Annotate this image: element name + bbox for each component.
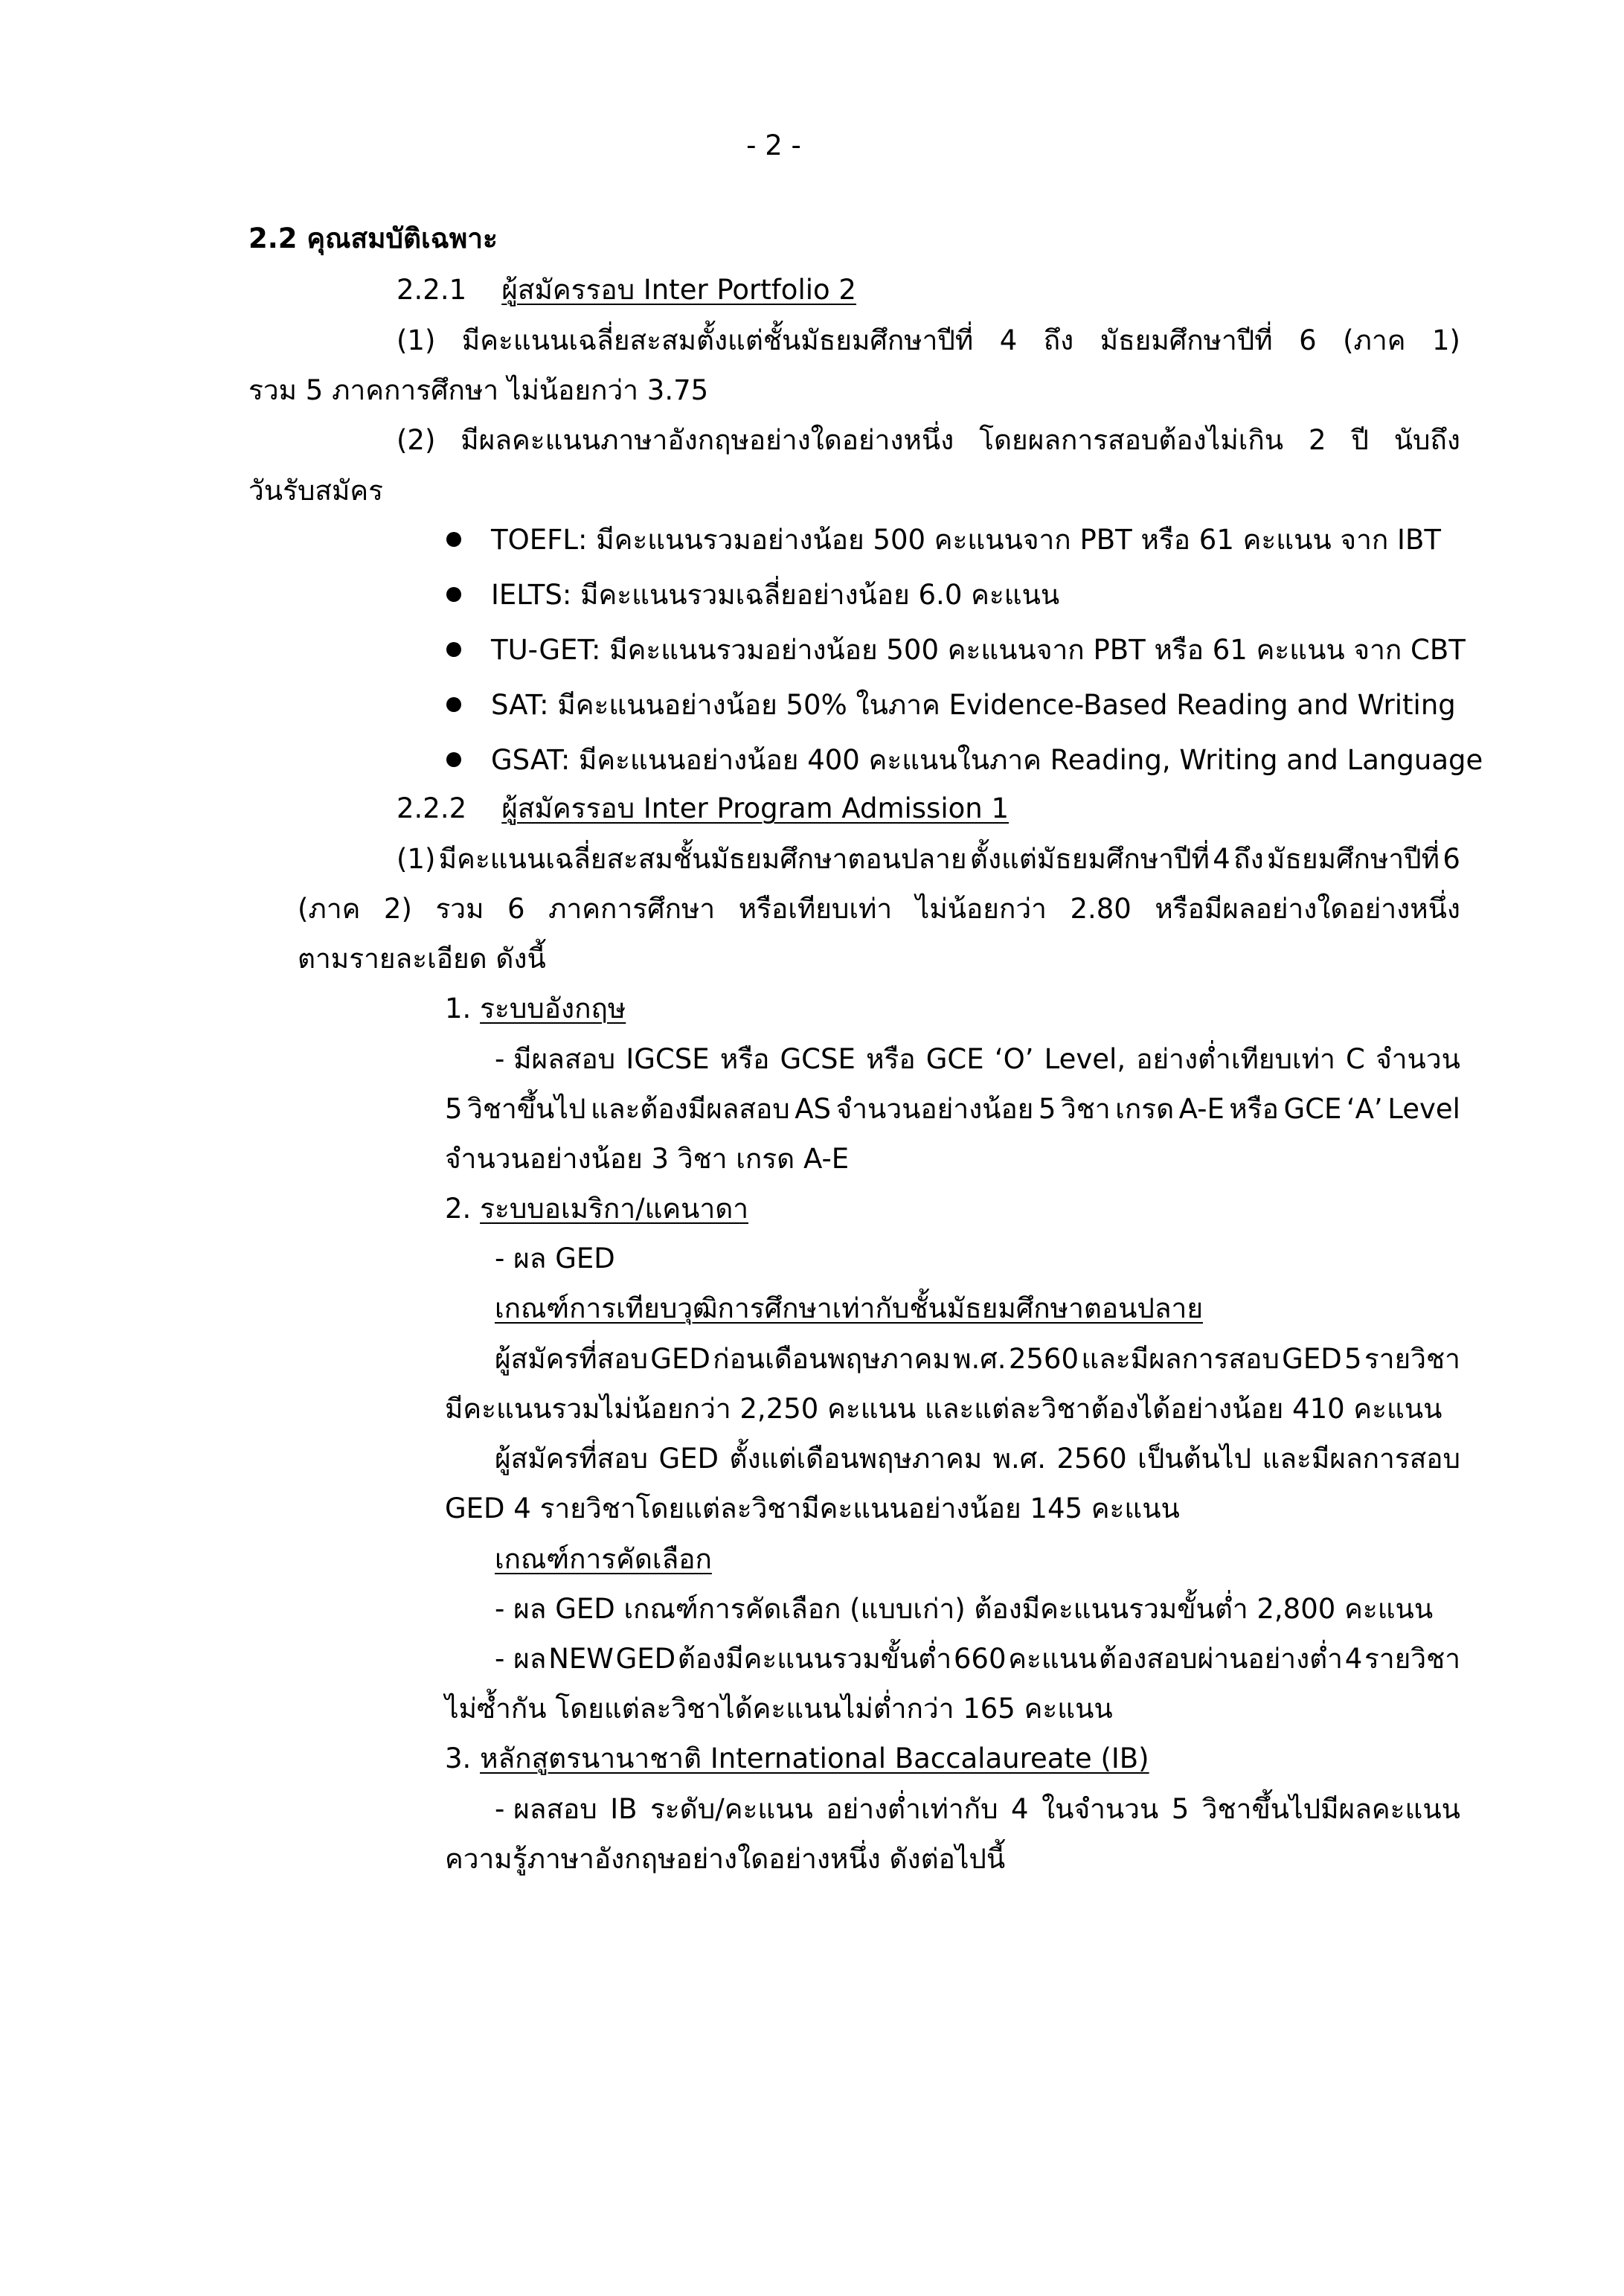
word: 2560	[1056, 1443, 1127, 1475]
new-ged-line2: ไม่ซ้ำกัน โดยแต่ละวิชาได้คะแนนไม่ต่ำกว่า 165 คะแนน	[445, 1693, 1113, 1725]
word: ผู้สมัครที่สอบ	[495, 1443, 648, 1475]
word: มีคะแนนเฉลี่ยสะสมชั้นมัธยมศึกษาตอนปลาย	[438, 843, 967, 875]
word: รายวิชา	[1364, 1643, 1460, 1675]
subsection-title: ผู้สมัครรอบ Inter Program Admission 1	[501, 792, 1009, 824]
test-sat: SAT: มีคะแนนอย่างน้อย 50% ในภาค Evidence-Based Reading and Writing	[491, 689, 1456, 721]
word: 4	[1344, 1643, 1363, 1675]
word: 2.80	[1070, 893, 1132, 925]
word: จำนวนอย่างน้อย	[835, 1093, 1034, 1125]
ged-old-selection: - ผล GED เกณฑ์การคัดเลือก (แบบเก่า) ต้องมีคะแนนรวมขั้นต่ำ 2,800 คะแนน	[495, 1593, 1434, 1625]
word: คะแนน	[1008, 1643, 1097, 1675]
s221-item2-line1	[397, 420, 1460, 464]
word: ไม่น้อยกว่า	[915, 893, 1047, 925]
word: Level	[1387, 1093, 1460, 1125]
subsection-title: ผู้สมัครรอบ Inter Portfolio 2	[501, 274, 856, 306]
word: ภาคการศึกษา	[548, 893, 716, 925]
s222-item1-line3: ตามรายละเอียด ดังนี้	[298, 943, 546, 975]
word: (1)	[397, 324, 436, 356]
word: มีคะแนนเฉลี่ยสะสมตั้งแต่ชั้นมัธยมศึกษาปีที่	[461, 324, 974, 356]
word: 5	[1344, 1343, 1362, 1375]
word: มัธยมศึกษาปีที่	[1100, 324, 1273, 356]
list-number: 3.	[445, 1742, 472, 1774]
bullet-icon	[446, 697, 461, 712]
word: วิชาขึ้นไปมีผลคะแนน	[1201, 1793, 1460, 1825]
word: จำนวน	[1376, 1043, 1460, 1075]
british-system-heading	[445, 988, 626, 1033]
word: 6	[1299, 324, 1317, 356]
word: วิชาขึ้นไป	[467, 1093, 586, 1125]
ged-after-line2: GED 4 รายวิชาโดยแต่ละวิชามีคะแนนอย่างน้อย 145 คะแนน	[445, 1492, 1180, 1524]
word: หรือเทียบเท่า	[738, 893, 893, 925]
bullet-icon	[446, 587, 461, 602]
bullet-icon	[446, 532, 461, 547]
word: ‘A’	[1346, 1093, 1383, 1125]
word: 5	[1171, 1793, 1190, 1825]
word: 5	[445, 1093, 463, 1125]
american-system-title: ระบบอเมริกา/แคนาดา	[480, 1193, 749, 1225]
word: A-E	[1178, 1093, 1225, 1125]
american-system-heading	[445, 1188, 748, 1233]
ib-line2: ความรู้ภาษาอังกฤษอย่างใดอย่างหนึ่ง ดังต่อไปนี้	[445, 1843, 1006, 1875]
word: อย่างต่ำเทียบเท่า	[1136, 1043, 1335, 1075]
selection-criteria-title: เกณฑ์การคัดเลือก	[495, 1543, 712, 1575]
word: IGCSE	[626, 1043, 710, 1075]
ged-before-line1	[495, 1338, 1460, 1383]
word: (ภาค	[1343, 324, 1406, 356]
word: GED	[1282, 1343, 1342, 1375]
word: GED	[650, 1343, 710, 1375]
word: GCE	[1283, 1093, 1342, 1125]
word: 660	[953, 1643, 1007, 1675]
word: 2560	[1008, 1343, 1079, 1375]
word: ผู้สมัครที่สอบ	[495, 1343, 648, 1375]
bullet-icon	[446, 642, 461, 657]
word: เกรด	[1115, 1093, 1175, 1125]
word: และต้องมีผลสอบ	[590, 1093, 790, 1125]
list-number: 2.	[445, 1193, 472, 1225]
subsection-number: 2.2.2	[397, 792, 467, 824]
subsection-2-2-1-heading	[397, 269, 856, 314]
word: - ผล	[495, 1643, 547, 1675]
word: โดยผลการสอบต้องไม่เกิน	[979, 424, 1284, 456]
word: และมีผลการสอบ	[1262, 1443, 1460, 1475]
s221-item1-line2: รวม 5 ภาคการศึกษา ไม่น้อยกว่า 3.75	[248, 374, 709, 406]
word: ก่อนเดือนพฤษภาคม	[713, 1343, 951, 1375]
s222-item1-line2	[298, 888, 1460, 933]
word: 4	[1213, 843, 1230, 875]
word: รายวิชา	[1364, 1343, 1460, 1375]
test-ielts: IELTS: มีคะแนนรวมเฉลี่ยอย่างน้อย 6.0 คะแนน	[491, 579, 1060, 611]
word: 6	[507, 893, 525, 925]
equivalence-criteria-title: เกณฑ์การเทียบวุฒิการศึกษาเท่ากับชั้นมัธยมศึกษาตอนปลาย	[495, 1292, 1204, 1324]
bullet-icon	[446, 752, 461, 767]
word: 6	[1442, 843, 1460, 875]
word: ‘O’	[994, 1043, 1034, 1075]
word: ตั้งแต่มัธยมศึกษาปีที่	[969, 843, 1210, 875]
s222-item1-line1	[397, 838, 1460, 883]
ged-after-line1	[495, 1438, 1460, 1483]
word: อย่างต่ำเท่ากับ	[826, 1793, 998, 1825]
word: และมีผลการสอบ	[1081, 1343, 1280, 1375]
word: ในจำนวน	[1042, 1793, 1159, 1825]
word: ระดับ/คะแนน	[650, 1793, 813, 1825]
s221-item1-line1	[397, 320, 1460, 365]
word: มัธยมศึกษาปีที่	[1267, 843, 1440, 875]
british-line2	[445, 1088, 1460, 1133]
word: หรือ	[866, 1043, 916, 1075]
word: (ภาค	[298, 893, 361, 925]
word: เป็นต้นไป	[1137, 1443, 1252, 1475]
word: IB	[610, 1793, 638, 1825]
word: ปี	[1351, 424, 1369, 456]
word: หรือ	[719, 1043, 770, 1075]
word: AS	[795, 1093, 832, 1125]
s221-item2-line2: วันรับสมัคร	[248, 475, 384, 507]
ged-before-line2: มีคะแนนรวมไม่น้อยกว่า 2,250 คะแนน และแต่ละวิชาต้องได้อย่างน้อย 410 คะแนน	[445, 1393, 1442, 1425]
new-ged-line1	[495, 1638, 1460, 1683]
word: ถึง	[1043, 324, 1074, 356]
word: ถึง	[1233, 843, 1264, 875]
word: - มีผลสอบ	[495, 1043, 616, 1075]
word: 4	[999, 324, 1018, 356]
test-toefl: TOEFL: มีคะแนนรวมอย่างน้อย 500 คะแนนจาก PBT หรือ 61 คะแนน จาก IBT	[491, 524, 1441, 556]
word: (1)	[397, 843, 436, 875]
british-line1	[495, 1039, 1460, 1083]
word: GCSE	[780, 1043, 856, 1075]
word: 4	[1011, 1793, 1029, 1825]
word: - ผลสอบ	[495, 1793, 597, 1825]
word: 1)	[1431, 324, 1460, 356]
section-heading: 2.2 คุณสมบัติเฉพาะ	[248, 222, 498, 254]
word: วิชา	[1060, 1093, 1111, 1125]
word: มีผลคะแนนภาษาอังกฤษอย่างใดอย่างหนึ่ง	[460, 424, 954, 456]
word: GED	[615, 1643, 676, 1675]
word: นับถึง	[1393, 424, 1460, 456]
test-tuget: TU-GET: มีคะแนนรวมอย่างน้อย 500 คะแนนจาก PBT หรือ 61 คะแนน จาก CBT	[491, 634, 1466, 666]
word: NEW	[548, 1643, 614, 1675]
word: (2)	[397, 424, 436, 456]
word: 2	[1308, 424, 1326, 456]
subsection-number: 2.2.1	[397, 274, 467, 306]
word: 2)	[383, 893, 412, 925]
word: หรือมีผลอย่างใดอย่างหนึ่ง	[1155, 893, 1460, 925]
british-line3: จำนวนอย่างน้อย 3 วิชา เกรด A-E	[445, 1143, 850, 1175]
word: GED	[658, 1443, 719, 1475]
word: รวม	[435, 893, 484, 925]
ib-heading	[445, 1738, 1149, 1783]
word: หรือ	[1229, 1093, 1279, 1125]
word: 5	[1038, 1093, 1056, 1125]
list-number: 1.	[445, 993, 472, 1024]
test-gsat: GSAT: มีคะแนนอย่างน้อย 400 คะแนนในภาค Reading, Writing and Language	[491, 744, 1483, 776]
ged-result: - ผล GED	[495, 1242, 615, 1274]
word: พ.ศ.	[953, 1343, 1007, 1375]
page-number: - 2 -	[746, 129, 801, 161]
word: ต้องมีคะแนนรวมขั้นต่ำ	[677, 1643, 952, 1675]
word: ตั้งแต่เดือนพฤษภาคม	[729, 1443, 983, 1475]
word: ต้องสอบผ่านอย่างต่ำ	[1099, 1643, 1343, 1675]
word: GCE	[925, 1043, 984, 1075]
word: Level,	[1044, 1043, 1126, 1075]
subsection-2-2-2-heading	[397, 788, 1009, 833]
ib-title: หลักสูตรนานาชาติ International Baccalaureate (IB)	[480, 1742, 1149, 1774]
word: C	[1346, 1043, 1365, 1075]
ib-line1	[495, 1789, 1460, 1833]
word: พ.ศ.	[992, 1443, 1047, 1475]
british-system-title: ระบบอังกฤษ	[480, 993, 626, 1024]
